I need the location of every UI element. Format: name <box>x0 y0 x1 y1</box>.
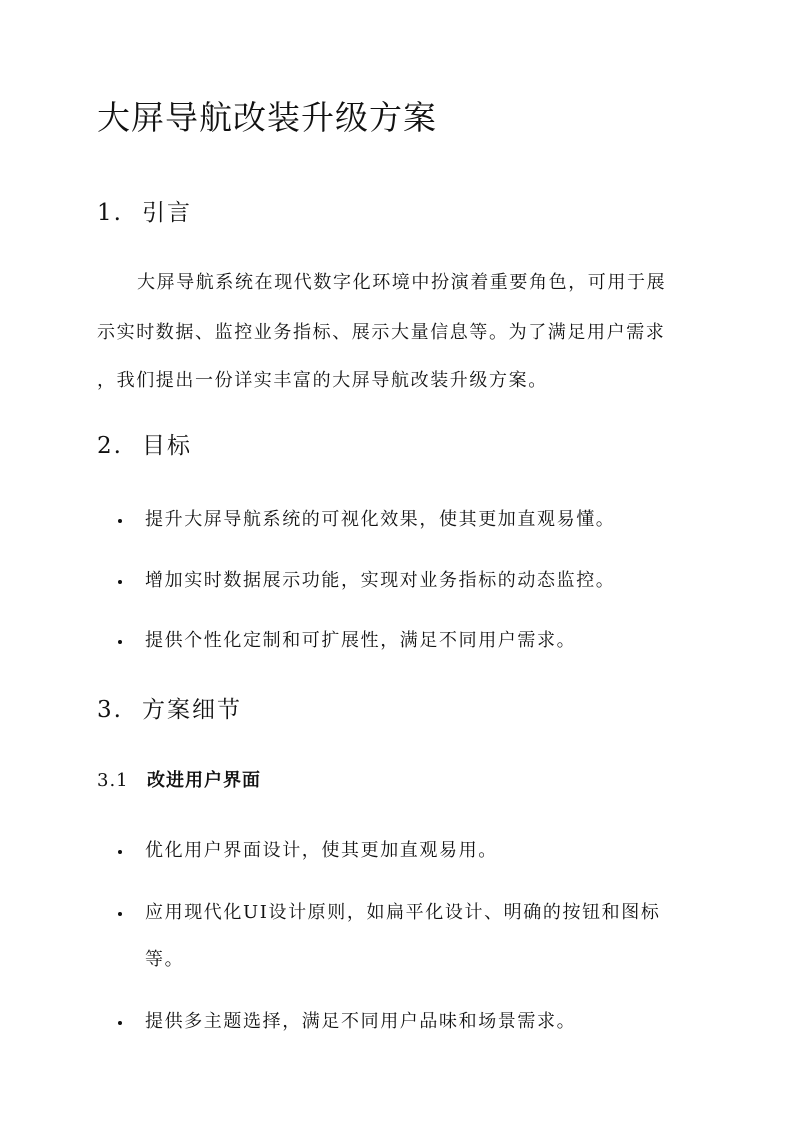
bullet-dot-icon <box>118 1021 122 1025</box>
intro-para-line-2: 示实时数据、监控业务指标、展示大量信息等。为了满足用户需求 <box>97 322 666 343</box>
section-2-heading <box>97 431 192 461</box>
ui-item-1: 优化用户界面设计，使其更加直观易用。 <box>145 840 498 861</box>
bullet-dot-icon <box>118 912 122 916</box>
bullet-dot-icon <box>118 640 122 644</box>
section-2-title: 目标 <box>142 433 192 459</box>
goal-item-1: 提升大屏导航系统的可视化效果，使其更加直观易懂。 <box>145 509 616 530</box>
section-3-number: 3. <box>97 697 123 723</box>
section-3-title: 方案细节 <box>142 697 242 723</box>
goal-item-3: 提供个性化定制和可扩展性，满足不同用户需求。 <box>145 630 577 651</box>
ui-item-2-line-1: 应用现代化UI设计原则，如扁平化设计、明确的按钮和图标 <box>145 902 661 923</box>
section-1-number: 1. <box>97 200 123 226</box>
document-title: 大屏导航改装升级方案 <box>97 98 437 137</box>
section-1-heading <box>97 198 192 228</box>
subsection-3-1-title: 改进用户界面 <box>147 770 261 791</box>
ui-item-2-line-2: 等。 <box>145 949 185 970</box>
section-2-number: 2. <box>97 433 123 459</box>
intro-para-line-1: 大屏导航系统在现代数字化环境中扮演着重要角色，可用于展 <box>137 272 667 293</box>
subsection-3-1-number: 3.1 <box>97 770 129 791</box>
goal-item-2: 增加实时数据展示功能，实现对业务指标的动态监控。 <box>145 570 616 591</box>
ui-item-3: 提供多主题选择，满足不同用户品味和场景需求。 <box>145 1011 577 1032</box>
intro-para-line-3: ，我们提出一份详实丰富的大屏导航改装升级方案。 <box>97 370 548 391</box>
bullet-dot-icon <box>118 850 122 854</box>
subsection-3-1-heading <box>97 768 261 794</box>
section-3-heading <box>97 695 242 725</box>
section-1-title: 引言 <box>142 200 192 226</box>
bullet-dot-icon <box>118 580 122 584</box>
bullet-dot-icon <box>118 519 122 523</box>
